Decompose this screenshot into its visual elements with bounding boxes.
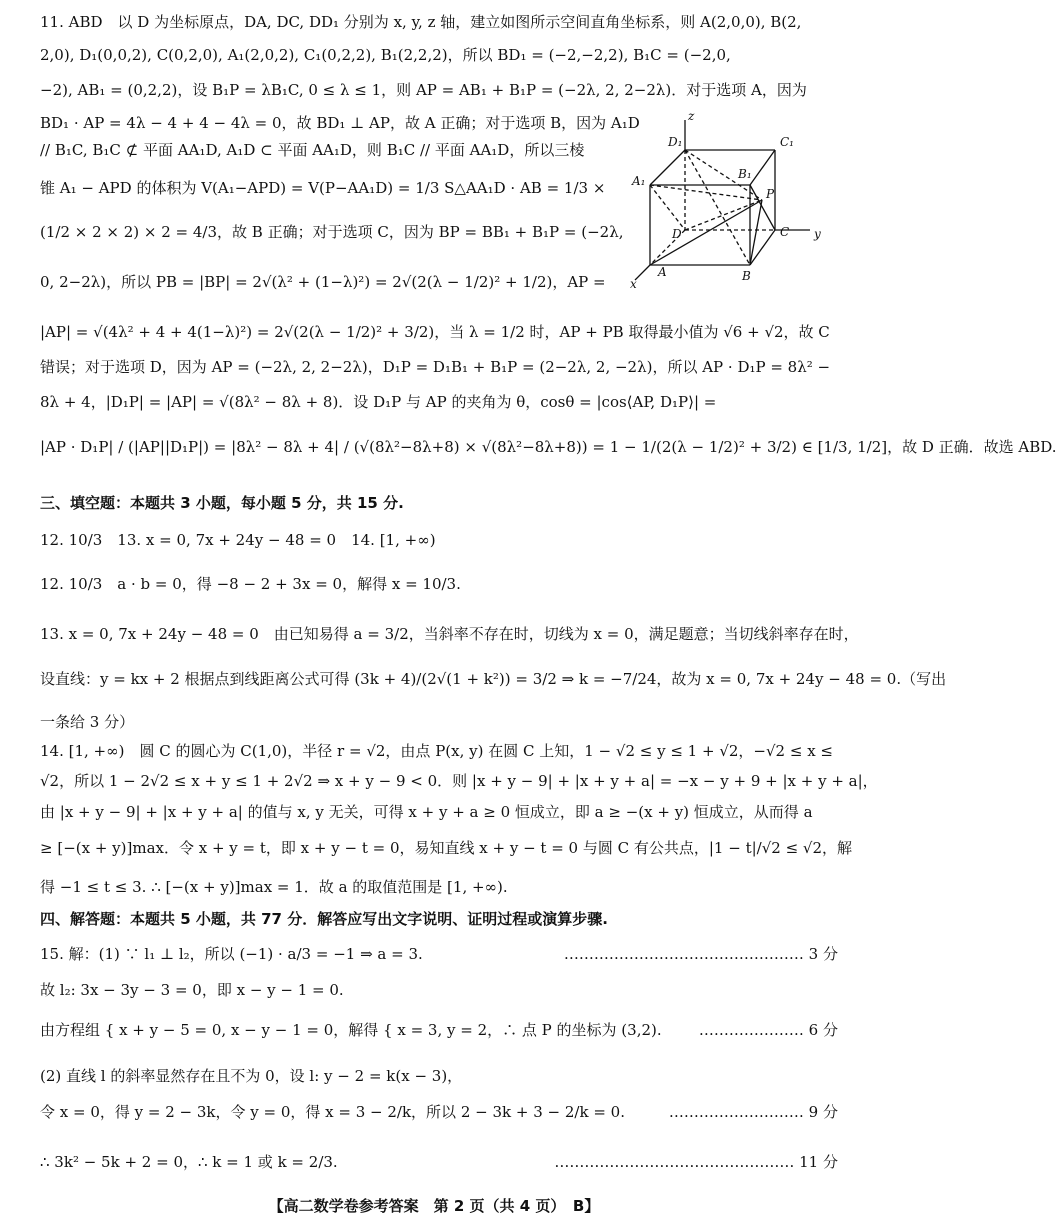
- q15-line-4: (2) 直线 l 的斜率显然存在且不为 0，设 l: y − 2 = k(x − 3)，: [40, 1067, 463, 1085]
- label-d1: D₁: [668, 135, 683, 149]
- q15-line-5: [40, 1102, 838, 1122]
- q14-line-4: ≥ [−(x + y)]max．令 x + y = t，即 x + y − t = 0，易知直线 x + y − t = 0 与圆 C 有公共点，|1 − t|/√2 ≤ √2，解: [40, 839, 853, 857]
- q15-score-9: ……………………… 9 分: [668, 1103, 838, 1121]
- q15-score-6: ………………… 6 分: [698, 1021, 838, 1039]
- q13-line-3: 一条给 3 分）: [40, 713, 135, 731]
- label-z: z: [688, 109, 695, 123]
- q11-line-5: // B₁C, B₁C ⊄ 平面 AA₁D, A₁D ⊂ 平面 AA₁D，则 B₁C // 平面 AA₁D，所以三棱: [40, 141, 585, 159]
- label-p: P: [766, 187, 775, 201]
- q11-line-2: 2,0), D₁(0,0,2), C(0,2,0), A₁(2,0,2), C₁(0,2,2), B₁(2,2,2)，所以 BD₁ = (−2,−2,2), B₁C = (−2,0,: [40, 46, 731, 64]
- q15-step-6: ∴ 3k² − 5k + 2 = 0，∴ k = 1 或 k = 2/3.: [40, 1153, 338, 1171]
- q11-line-10: 错误；对于选项 D，因为 AP = (−2λ, 2, 2−2λ)，D₁P = D₁B₁ + B₁P = (2−2λ, 2, −2λ)，所以 AP · D₁P = 8λ² −: [40, 358, 831, 376]
- q11-line-8: 0, 2−2λ)，所以 PB = |BP| = 2√(λ² + (1−λ)²) = 2√(2(λ − 1/2)² + 1/2)，AP =: [40, 273, 606, 291]
- fill-answers: 12. 10/3 13. x = 0, 7x + 24y − 48 = 0 14. [1, +∞): [40, 531, 436, 549]
- q11-line-7: (1/2 × 2 × 2) × 2 = 4/3，故 B 正确；对于选项 C，因为 BP = BB₁ + B₁P = (−2λ,: [40, 223, 624, 241]
- section-4-title: 四、解答题：本题共 5 小题，共 77 分．解答应写出文字说明、证明过程或演算步骤.: [40, 910, 608, 928]
- q11-line-11: 8λ + 4，|D₁P| = |AP| = √(8λ² − 8λ + 8)．设 D₁P 与 AP 的夹角为 θ，cosθ = |cos⟨AP, D₁P⟩| =: [40, 393, 717, 411]
- edge-a1d1: [650, 150, 685, 185]
- q12-solution: 12. 10/3 a · b = 0，得 −8 − 2 + 3x = 0，解得 x = 10/3.: [40, 575, 461, 593]
- label-d: D: [672, 227, 682, 241]
- label-c: C: [780, 225, 790, 239]
- line-a1d: [650, 185, 685, 230]
- q11-line-9: |AP| = √(4λ² + 4 + 4(1−λ)²) = 2√(2(λ − 1/2)² + 3/2)，当 λ = 1/2 时，AP + PB 取得最小值为 √6 + √2，故 C: [40, 323, 830, 341]
- label-x: x: [630, 277, 637, 291]
- label-a1: A₁: [632, 174, 646, 188]
- q11-line-1: 11. ABD 以 D 为坐标原点，DA, DC, DD₁ 分别为 x, y, z 轴，建立如图所示空间直角坐标系，则 A(2,0,0), B(2,: [40, 13, 802, 31]
- q14-line-3: 由 |x + y − 9| + |x + y + a| 的值与 x, y 无关，可得 x + y + a ≥ 0 恒成立，即 a ≥ −(x + y) 恒成立，从而得 a: [40, 803, 813, 821]
- q15-line-6: [40, 1152, 838, 1172]
- q11-line-12: |AP · D₁P| / (|AP||D₁P|) = |8λ² − 8λ + 4| / (√(8λ²−8λ+8) × √(8λ²−8λ+8)) = 1 − 1/(2(λ − 1/2)² + 3/2) ∈ [1/3, 1/2]，故 D 正确．故选 ABD.: [40, 438, 1057, 456]
- section-3-title: 三、填空题：本题共 3 小题，每小题 5 分，共 15 分.: [40, 494, 404, 512]
- q14-line-1: 14. [1, +∞) 圆 C 的圆心为 C(1,0)，半径 r = √2，由点 P(x, y) 在圆 C 上知，1 − √2 ≤ y ≤ 1 + √2，−√2 ≤ x ≤: [40, 742, 834, 760]
- q11-line-3: −2), AB₁ = (0,2,2)，设 B₁P = λB₁C, 0 ≤ λ ≤ 1，则 AP = AB₁ + B₁P = (−2λ, 2, 2−2λ)．对于选项 A，因为: [40, 81, 807, 99]
- page-footer: 【高二数学卷参考答案 第 2 页（共 4 页） B】: [268, 1197, 600, 1215]
- label-c1: C₁: [780, 135, 794, 149]
- q15-step-5: 令 x = 0，得 y = 2 − 3k，令 y = 0，得 x = 3 − 2/k，所以 2 − 3k + 3 − 2/k = 0.: [40, 1103, 625, 1121]
- q15-step-1: 15. 解：(1) ∵ l₁ ⊥ l₂，所以 (−1) · a/3 = −1 ⇒ a = 3.: [40, 945, 423, 963]
- q15-score-3: ………………………………………… 3 分: [563, 945, 838, 963]
- line-bp: [750, 200, 762, 265]
- q11-line-6: 锥 A₁ − APD 的体积为 V(A₁−APD) = V(P−AA₁D) = 1/3 S△AA₁D · AB = 1/3 ×: [40, 179, 606, 197]
- label-a: A: [658, 265, 667, 279]
- q15-step-3: 由方程组 { x + y − 5 = 0, x − y − 1 = 0，解得 { x = 3, y = 2，∴ 点 P 的坐标为 (3,2).: [40, 1021, 662, 1039]
- cube-figure: [630, 110, 835, 290]
- q13-line-1: 13. x = 0, 7x + 24y − 48 = 0 由已知易得 a = 3/2，当斜率不存在时，切线为 x = 0，满足题意；当切线斜率存在时，: [40, 625, 859, 643]
- q15-line-2: 故 l₂: 3x − 3y − 3 = 0，即 x − y − 1 = 0.: [40, 981, 344, 999]
- label-b1: B₁: [738, 167, 752, 181]
- x-axis-line: [635, 265, 650, 280]
- edge-b1c1: [750, 150, 775, 185]
- q15-line-3: [40, 1020, 838, 1040]
- q15-line-1: [40, 944, 838, 964]
- q15-score-11: ………………………………………… 11 分: [554, 1153, 838, 1171]
- q14-line-5: 得 −1 ≤ t ≤ 3. ∴ [−(x + y)]max = 1．故 a 的取值范围是 [1, +∞).: [40, 878, 508, 896]
- label-y: y: [814, 227, 821, 241]
- q13-line-2: 设直线：y = kx + 2 根据点到线距离公式可得 (3k + 4)/(2√(1 + k²)) = 3/2 ⇒ k = −7/24，故为 x = 0, 7x + 24y − 48 = 0.（写出: [40, 670, 947, 688]
- q11-line-4: BD₁ · AP = 4λ − 4 + 4 − 4λ = 0，故 BD₁ ⊥ AP，故 A 正确；对于选项 B，因为 A₁D: [40, 114, 640, 132]
- q14-line-2: √2，所以 1 − 2√2 ≤ x + y ≤ 1 + 2√2 ⇒ x + y − 9 < 0．则 |x + y − 9| + |x + y + a| = −x − y + 9 + |x + y + a|，: [40, 772, 878, 790]
- label-b: B: [742, 269, 751, 283]
